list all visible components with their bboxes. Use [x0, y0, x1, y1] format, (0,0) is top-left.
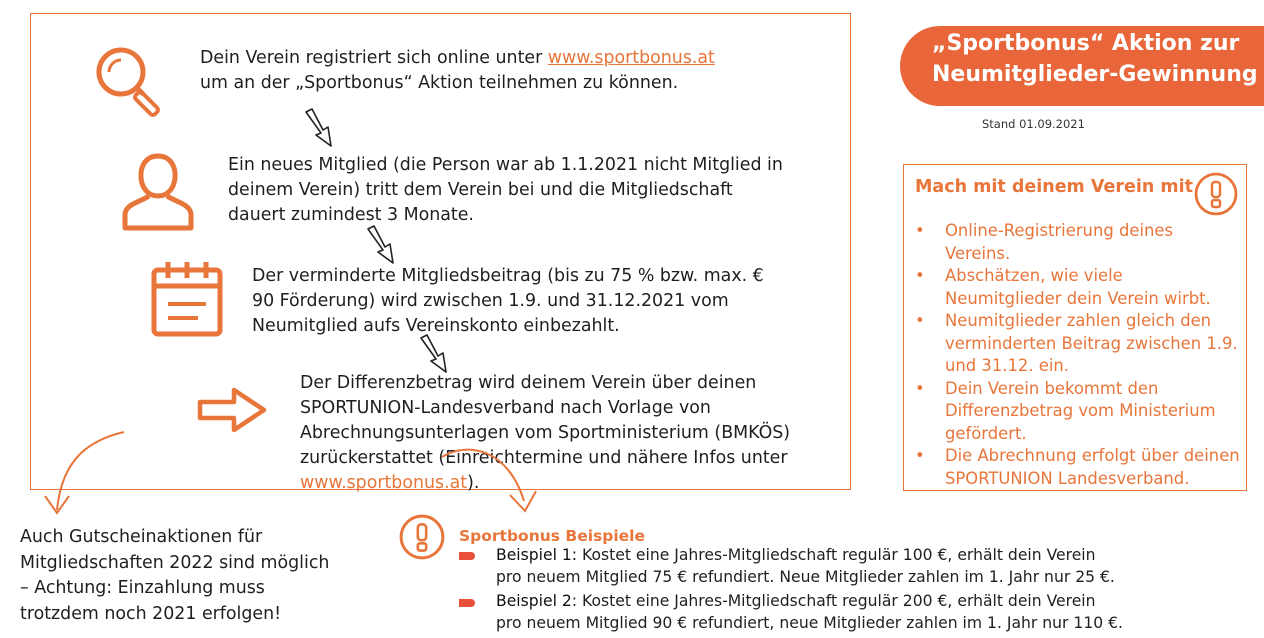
- person-icon: [120, 150, 196, 232]
- down-arrow-icon: [301, 108, 339, 150]
- step4-line4: zurückerstattet (Einreichtermine und nähere Infos unter: [300, 448, 788, 468]
- step4-suffix: ).: [467, 473, 480, 493]
- sidebox-item: • Online-Registrierung deines Vereins.: [915, 220, 1240, 265]
- stand-date: Stand 01.09.2021: [982, 117, 1085, 131]
- step3-line1: Der verminderte Mitgliedsbeitrag (bis zu 75 % bzw. max. €: [252, 266, 764, 286]
- step4-line1: Der Differenzbetrag wird deinem Verein über deinen: [300, 373, 757, 393]
- sidebox-title: Mach mit deinem Verein mit: [915, 177, 1193, 197]
- step3-line3: Neumitglied aufs Vereinskonto einbezahlt.: [252, 316, 620, 336]
- step2-text: [228, 153, 783, 228]
- note-line4: trotzdem noch 2021 erfolgen!: [20, 603, 282, 624]
- example-1-label: Beispiel 1:: [496, 546, 578, 564]
- sidebox: [903, 164, 1247, 491]
- step3-line2: 90 Förderung) wird zwischen 1.9. und 31.12.2021 vom: [252, 291, 729, 311]
- example-2-line2: pro neuem Mitglied 90 € refundiert, neue Mitglieder zahlen im 1. Jahr nur 110 €.: [496, 613, 1124, 632]
- exclamation-icon: [1193, 171, 1239, 217]
- down-arrow-icon: [416, 334, 454, 376]
- note-line2: Mitgliedschaften 2022 sind möglich: [20, 552, 330, 573]
- sportbonus-link-1[interactable]: www.sportbonus.at: [547, 48, 715, 68]
- example-2-label: Beispiel 2: [496, 592, 572, 610]
- step1-text: [200, 46, 715, 96]
- example-1: [496, 545, 1115, 588]
- sidebox-item: • Abschätzen, wie viele Neumitglieder dein Verein wirbt.: [915, 265, 1240, 310]
- curved-arrow-icon: [40, 428, 130, 520]
- step2-line2: deinem Verein) tritt dem Verein bei und die Mitgliedschaft: [228, 180, 733, 200]
- step4-line2: SPORTUNION-Landesverband nach Vorlage von: [300, 398, 711, 418]
- examples-title: Sportbonus Beispiele: [459, 527, 646, 545]
- step2-line3: dauert zumindest 3 Monate.: [228, 205, 474, 225]
- sidebox-item: • Neumitglieder zahlen gleich den verminderten Beitrag zwischen 1.9. und 31.12. ein.: [915, 310, 1240, 378]
- example-bullet: [459, 552, 475, 560]
- step3-text: [252, 264, 764, 339]
- step4-line3: Abrechnungsunterlagen vom Sportministerium (BMKÖS): [300, 423, 791, 443]
- exclamation-icon: [398, 513, 446, 561]
- curved-arrow-icon: [438, 445, 542, 517]
- banner-line2: Neumitglieder-Gewinnung: [932, 62, 1258, 87]
- step2-line1: Ein neues Mitglied (die Person war ab 1.1.2021 nicht Mitglied in: [228, 155, 783, 175]
- calendar-icon: [150, 258, 224, 338]
- sidebox-list: [915, 220, 1240, 490]
- right-arrow-icon: [196, 386, 270, 434]
- note-line1: Auch Gutscheinaktionen für: [20, 527, 263, 547]
- note-line3: – Achtung: Einzahlung muss: [20, 578, 265, 598]
- step1-line1: Dein Verein registriert sich online unter: [200, 48, 548, 68]
- sidebox-item: • Die Abrechnung erfolgt über deinen SPORTUNION Landesverband.: [915, 445, 1240, 490]
- title-banner: [900, 26, 1264, 106]
- step4-text: [300, 371, 790, 496]
- step1-line2: um an der „Sportbonus“ Aktion teilnehmen zu können.: [200, 73, 679, 93]
- example-1-line1: Kostet eine Jahres-Mitgliedschaft regulär 100 €, erhält dein Verein: [577, 546, 1096, 564]
- example-bullet: [459, 599, 475, 607]
- banner-line1: „Sportbonus“ Aktion zur: [932, 31, 1240, 56]
- example-1-line2: pro neuem Mitglied 75 € refundiert. Neue Mitglieder zahlen im 1. Jahr nur 25 €.: [496, 567, 1115, 586]
- example-2: [496, 591, 1123, 634]
- voucher-note: [20, 525, 329, 627]
- example-2-line1: : Kostet eine Jahres-Mitgliedschaft regulär 200 €, erhält dein Verein: [571, 592, 1096, 610]
- sidebox-item: • Dein Verein bekommt den Differenzbetrag vom Ministerium gefördert.: [915, 378, 1240, 446]
- magnifier-icon: [93, 44, 167, 120]
- sportbonus-link-2[interactable]: www.sportbonus.at: [300, 473, 468, 493]
- down-arrow-icon: [363, 225, 401, 267]
